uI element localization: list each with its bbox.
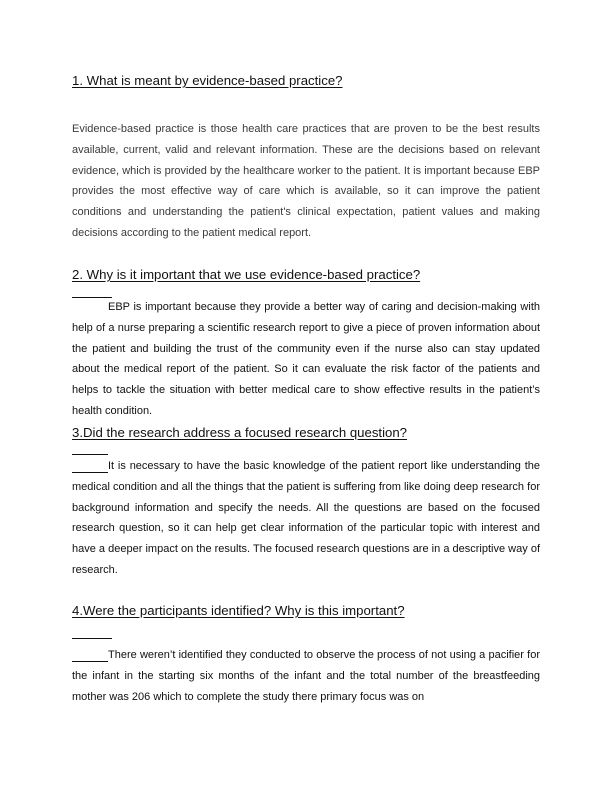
section-4-heading: 4.Were the participants identified? Why is this important? [72,603,405,618]
section-3-blank-line [72,472,108,473]
section-3-rule [72,454,108,455]
section-2-body: EBP is important because they provide a better way of caring and decision-making with help of a nurse preparing a scientific research report to give a piece of proven information about the patient and building the trust of the community even if the nurse also can stay updated about the medical report of the patient. So it can evaluate the risk factor of the patients and helps to tackle the situation with better medical care to show effective results in the patient’s health condition. [72,301,540,417]
section-4-rule [72,638,112,639]
section-3-heading: 3.Did the research address a focused research question? [72,425,408,440]
section-1-body: Evidence-based practice is those health care practices that are proven to be the best results available, current, valid and relevant information. These are the decisions based on relevant evidence, which is provided by the healthcare worker to the patient. It is important because EBP provides the most effective way of care which is available, so it can improve the patient conditions and understanding the patient's clinical expectation, patient values and making decisions according to the patient medical report. [72,123,540,239]
section-3-body: It is necessary to have the basic knowledge of the patient report like understanding the medical condition and all the things that the patient is suffering from like doing deep research for background information and specify the needs. All the questions are based on the focused research question, so it can help get clear information of the particular topic with interest and have a deeper impact on the results. The focused research questions are in a descriptive way of research. [72,460,540,576]
section-4-body: There weren’t identified they conducted to observe the process of not using a pacifier for the infant in the starting six months of the infant and the total number of the breastfeeding mother was 206 which to complete the study there primary focus was on [72,649,540,703]
section-1-heading: 1. What is meant by evidence-based practice? [72,73,343,88]
section-2-heading: 2. Why is it important that we use evidence-based practice? [72,267,421,282]
section-4-blank-line [72,661,108,662]
